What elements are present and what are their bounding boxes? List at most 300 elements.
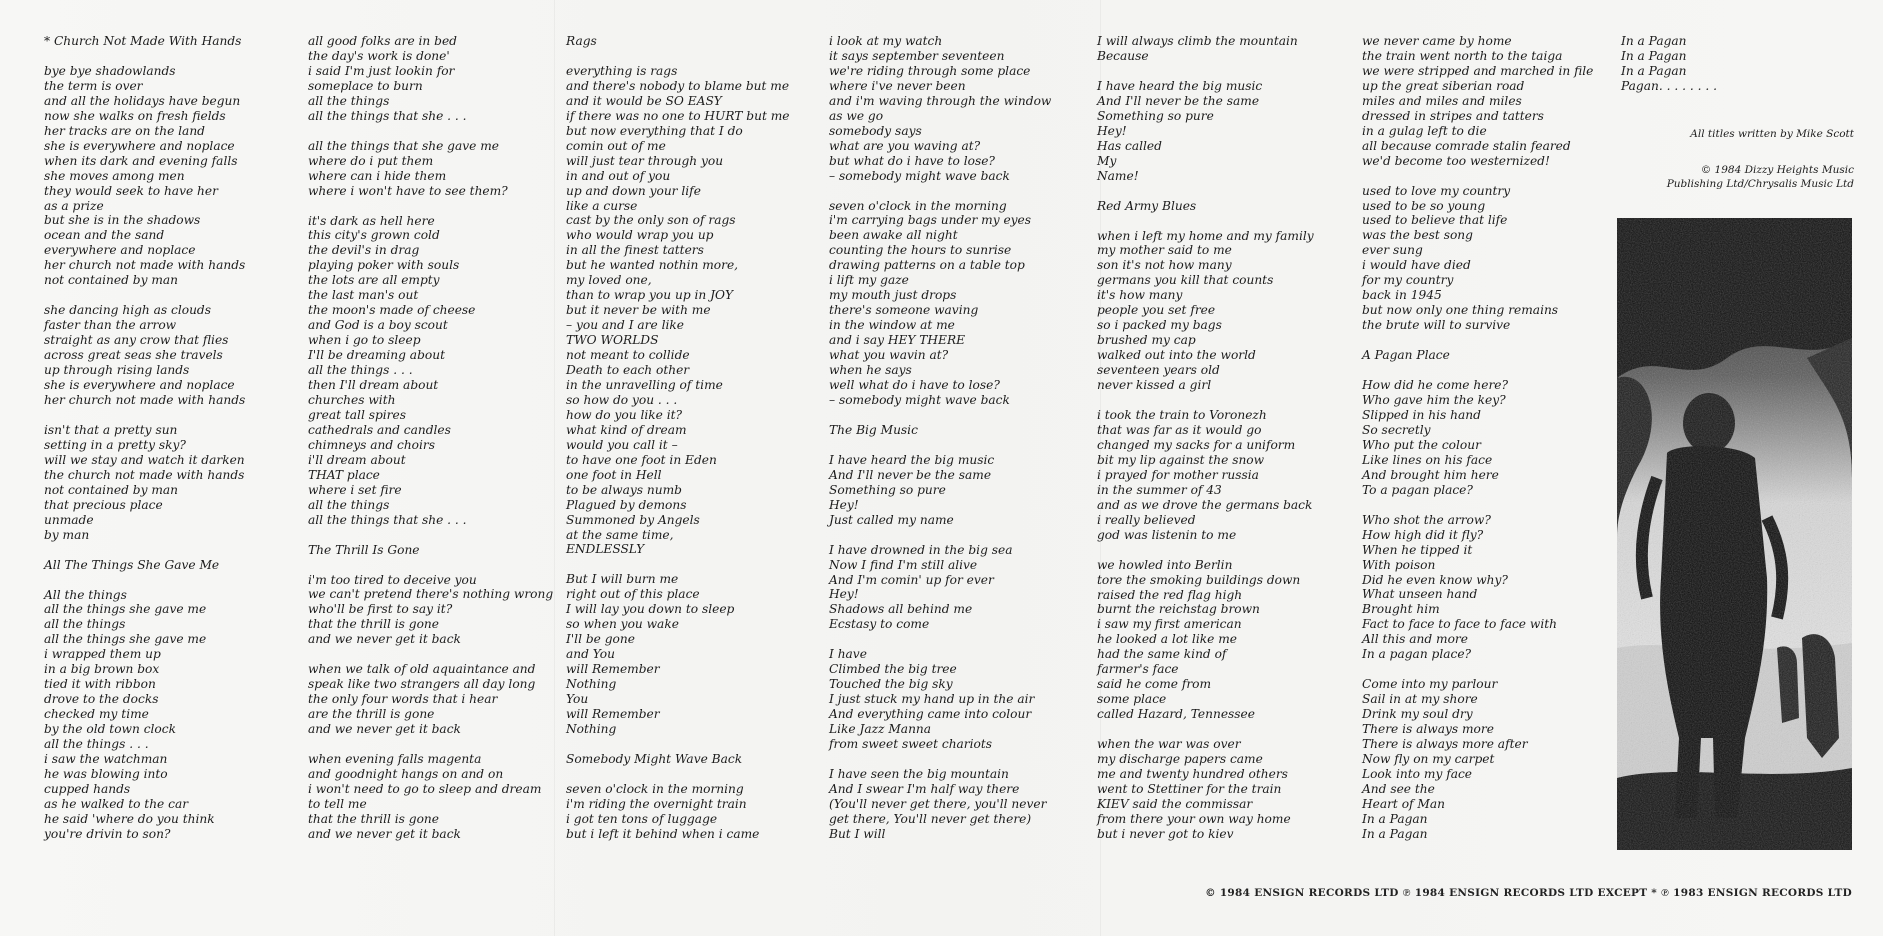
lyrics-column-2 (308, 34, 553, 857)
lyric-line: Name! (1097, 168, 1139, 183)
lyric-line: from there your own way home (1097, 811, 1291, 826)
lyric-line: What unseen hand (1362, 587, 1478, 602)
lyric-line: isn't that a pretty sun (44, 422, 178, 437)
lyric-line: i'm riding the overnight train (566, 796, 747, 811)
lyric-line: Climbed the big tree (829, 662, 957, 677)
lyric-line: germans you kill that counts (1097, 273, 1274, 288)
lyric-line: who'll be first to say it? (308, 602, 453, 617)
lyric-line: and we never get it back (308, 632, 461, 647)
lyric-line: In a Pagan (1621, 34, 1687, 48)
lyric-line: my mother said to me (1097, 243, 1232, 258)
black-and-white-figure-photo (1617, 218, 1852, 850)
song-title: Somebody Might Wave Back (566, 751, 743, 766)
lyric-stanza (1097, 34, 1314, 64)
lyric-line: Has called (1097, 138, 1162, 153)
lyric-line: And everything came into colour (829, 707, 1032, 722)
lyric-line: we can't pretend there's nothing wrong (308, 587, 554, 602)
lyrics-column-3 (566, 34, 789, 857)
song-title: * Church Not Made With Hands (44, 34, 242, 48)
lyric-line: I will always climb the mountain (1097, 34, 1298, 48)
lyric-line: the moon's made of cheese (308, 303, 476, 318)
lyric-stanza (829, 543, 1051, 633)
lyric-line: counting the hours to sunrise (829, 243, 1012, 258)
lyric-line: And I swear I'm half way there (829, 781, 1020, 796)
song-section (1362, 348, 1593, 842)
lyric-line: when evening falls magenta (308, 752, 482, 767)
lyric-line: but what do i have to lose? (829, 153, 995, 168)
lyric-line: the church not made with hands (44, 467, 245, 482)
lyric-line: seven o'clock in the morning (566, 781, 744, 796)
lyric-line: setting in a pretty sky? (44, 437, 186, 452)
lyric-line: across great seas she travels (44, 348, 223, 363)
lyric-line: Who gave him the key? (1362, 393, 1506, 408)
lyric-line: will just tear through you (566, 153, 724, 168)
lyric-stanza (308, 34, 553, 124)
lyric-line: speak like two strangers all day long (308, 677, 536, 692)
lyric-line: that the thrill is gone (308, 811, 439, 826)
lyric-line: now she walks on fresh fields (44, 108, 226, 123)
lyric-stanza (1097, 408, 1314, 543)
lyric-line: Like Jazz Manna (829, 722, 932, 737)
lyric-line: unmade (44, 512, 94, 527)
lyric-line: we howled into Berlin (1097, 557, 1233, 572)
lyric-stanza (1362, 513, 1593, 663)
lyric-stanza (44, 423, 245, 543)
lyric-line: i prayed for mother russia (1097, 467, 1259, 482)
lyric-line: all the things she gave me (44, 602, 207, 617)
lyric-line: drove to the docks (44, 692, 159, 707)
lyric-line: the last man's out (308, 288, 419, 303)
song-title: Red Army Blues (1097, 198, 1197, 213)
lyric-line: In a Pagan (1362, 811, 1428, 826)
lyric-line: I have drowned in the big sea (829, 542, 1013, 557)
lyric-line: by man (44, 527, 90, 542)
lyric-line: back in 1945 (1362, 288, 1442, 303)
lyric-stanza (308, 573, 553, 648)
song-section (308, 543, 553, 842)
lyric-line: well what do i have to lose? (829, 377, 1000, 392)
lyric-line: from sweet sweet chariots (829, 737, 993, 752)
lyric-line: in the summer of 43 (1097, 482, 1222, 497)
lyric-stanza (308, 214, 553, 528)
lyric-line: so when you wake (566, 617, 679, 632)
lyric-stanza (1362, 34, 1593, 169)
lyric-line: I have heard the big music (1097, 78, 1263, 93)
lyric-line: as we go (829, 108, 884, 123)
lyric-line: Brought him (1362, 602, 1440, 617)
song-title: Rags (566, 34, 597, 48)
lyric-line: would you call it – (566, 437, 678, 452)
lyric-line: where i set fire (308, 482, 402, 497)
lyric-line: Heart of Man (1362, 796, 1446, 811)
song-section (566, 34, 789, 737)
lyric-line: In a Pagan (1621, 63, 1687, 78)
song-section (1621, 34, 1717, 94)
lyric-line: what kind of dream (566, 422, 687, 437)
lyric-line: and we never get it back (308, 722, 461, 737)
lyric-line: i took the train to Voronezh (1097, 408, 1267, 423)
lyric-line: And I'll never be the same (1097, 93, 1260, 108)
lyric-line: in the window at me (829, 318, 955, 333)
lyric-stanza (44, 64, 245, 288)
lyric-line: in a big brown box (44, 662, 160, 677)
lyric-stanza (829, 453, 1051, 528)
lyric-line: that the thrill is gone (308, 617, 439, 632)
song-title: A Pagan Place (1362, 348, 1450, 363)
lyric-line: to have one foot in Eden (566, 452, 717, 467)
lyric-line: used to be so young (1362, 198, 1486, 213)
song-section (1097, 199, 1314, 842)
lyric-line: Something so pure (1097, 108, 1214, 123)
lyric-stanza (1362, 677, 1593, 841)
photo-illustration-icon (1617, 218, 1852, 850)
song-section (44, 558, 245, 842)
lyric-line: i look at my watch (829, 34, 943, 48)
lyric-line: all because comrade stalin feared (1362, 138, 1571, 153)
lyric-line: said he come from (1097, 677, 1212, 692)
lyric-line: Like lines on his face (1362, 452, 1493, 467)
lyric-line: get there, You'll never get there) (829, 811, 1032, 826)
lyric-stanza (308, 139, 553, 199)
lyric-line: not contained by man (44, 273, 179, 288)
lyric-line: if there was no one to HURT but me (566, 108, 790, 123)
lyric-line: In a pagan place? (1362, 647, 1472, 662)
lyric-line: Drink my soul dry (1362, 707, 1473, 722)
lyric-line: Now I find I'm still alive (829, 557, 978, 572)
lyric-line: will Remember (566, 662, 660, 677)
lyric-line: KIEV said the commissar (1097, 796, 1253, 811)
song-section (829, 423, 1051, 842)
lyric-line: it's how many (1097, 288, 1183, 303)
lyric-line: I have seen the big mountain (829, 766, 1009, 781)
lyric-line: when he says (829, 363, 912, 378)
lyric-line: what are you waving at? (829, 138, 981, 153)
lyric-line: her church not made with hands (44, 392, 246, 407)
lyric-line: seven o'clock in the morning (829, 198, 1007, 213)
lyric-stanza (308, 662, 553, 737)
lyric-line: faster than the arrow (44, 318, 177, 333)
lyric-line: all good folks are in bed (308, 34, 457, 48)
lyric-line: i really believed (1097, 512, 1196, 527)
lyric-line: at the same time, (566, 527, 674, 542)
lyric-line: then I'll dream about (308, 378, 439, 393)
lyric-line: been awake all night (829, 228, 958, 243)
lyric-stanza (1097, 737, 1314, 842)
lyric-line: In a Pagan (1621, 48, 1687, 63)
lyric-line: farmer's face (1097, 662, 1179, 677)
lyric-line: dressed in stripes and tatters (1362, 108, 1544, 123)
lyric-line: Who shot the arrow? (1362, 512, 1491, 527)
lyric-line: Nothing (566, 721, 617, 736)
lyric-line: never kissed a girl (1097, 378, 1212, 393)
lyric-line: it's dark as hell here (308, 213, 435, 228)
lyric-line: my discharge papers came (1097, 752, 1263, 767)
lyric-line: in a gulag left to die (1362, 123, 1487, 138)
lyric-line: You (566, 692, 589, 707)
lyric-line: There is always more after (1362, 737, 1528, 752)
lyric-line: the devil's in drag (308, 243, 420, 258)
lyric-line: but i left it behind when i came (566, 826, 760, 841)
lyric-line: by the old town clock (44, 722, 176, 737)
lyric-line: – somebody might wave back (829, 168, 1010, 183)
lyric-line: (You'll never get there, you'll never (829, 796, 1047, 811)
lyric-line: all the things she gave me (44, 632, 207, 647)
lyric-line: so i packed my bags (1097, 318, 1222, 333)
lyric-line: that precious place (44, 497, 163, 512)
lyric-line: when we talk of old aquaintance and (308, 662, 536, 677)
lyrics-column-1 (44, 34, 245, 857)
lyric-line: she dancing high as clouds (44, 303, 211, 318)
lyric-line: Sail in at my shore (1362, 692, 1478, 707)
lyric-line: she is everywhere and noplace (44, 138, 235, 153)
lyric-line: her church not made with hands (44, 258, 246, 273)
lyric-line: Come into my parlour (1362, 677, 1498, 692)
lyric-stanza (44, 588, 245, 842)
lyric-stanza (566, 64, 789, 557)
lyric-line: Just called my name (829, 512, 954, 527)
lyric-line: called Hazard, Tennessee (1097, 707, 1255, 722)
lyric-stanza (308, 752, 553, 842)
lyric-stanza (566, 572, 789, 736)
lyric-line: TWO WORLDS (566, 333, 659, 348)
lyric-line: used to love my country (1362, 183, 1511, 198)
lyric-line: i wrapped them up (44, 647, 161, 662)
lyric-line: miles and miles and miles (1362, 93, 1522, 108)
song-title: The Big Music (829, 422, 918, 437)
lyric-line: what you wavin at? (829, 348, 949, 363)
lyric-stanza (1362, 184, 1593, 334)
lyric-stanza (1097, 558, 1314, 722)
lyric-line: all the things (308, 93, 390, 108)
lyric-line: ENDLESSLY (566, 542, 645, 557)
lyric-line: all the things that she gave me (308, 138, 499, 153)
lyric-line: And brought him here (1362, 467, 1499, 482)
lyric-line: all the things . . . (308, 363, 413, 378)
lyric-line: he was blowing into (44, 766, 168, 781)
lyric-line: raised the red flag high (1097, 587, 1243, 602)
lyric-line: playing poker with souls (308, 258, 460, 273)
lyric-line: And see the (1362, 781, 1435, 796)
lyric-line: seventeen years old (1097, 363, 1220, 378)
lyric-line: i'll dream about (308, 452, 406, 467)
song-section (1362, 34, 1593, 333)
lyric-line: and i'm waving through the window (829, 93, 1052, 108)
lyric-line: we'd become too westernized! (1362, 153, 1550, 168)
lyric-line: chimneys and choirs (308, 437, 435, 452)
lyric-line: I'll be dreaming about (308, 348, 445, 363)
lyric-line: everything is rags (566, 63, 678, 78)
lyric-line: when i left my home and my family (1097, 228, 1314, 243)
lyric-line: somebody says (829, 123, 922, 138)
lyric-line: My (1097, 153, 1117, 168)
lyric-line: – somebody might wave back (829, 392, 1010, 407)
lyric-line: I have (829, 647, 867, 662)
lyric-line: that was far as it would go (1097, 422, 1262, 437)
lyric-line: and goodnight hangs on and on (308, 766, 504, 781)
lyric-line: tied it with ribbon (44, 677, 156, 692)
lyric-line: her tracks are on the land (44, 123, 205, 138)
lyric-line: people you set free (1097, 303, 1216, 318)
lyric-line: this city's grown cold (308, 228, 440, 243)
lyric-line: the train went north to the taiga (1362, 48, 1563, 63)
lyric-line: everywhere and noplace (44, 243, 196, 258)
lyric-line: Look into my face (1362, 766, 1473, 781)
lyric-line: With poison (1362, 557, 1436, 572)
lyric-line: changed my sacks for a uniform (1097, 437, 1296, 452)
lyric-line: How did he come here? (1362, 378, 1509, 393)
lyric-line: Plagued by demons (566, 497, 687, 512)
lyric-line: in and out of you (566, 168, 671, 183)
lyric-line: will Remember (566, 706, 660, 721)
lyric-line: but now everything that I do (566, 123, 743, 138)
lyric-line: drawing patterns on a table top (829, 258, 1025, 273)
lyrics-column-7 (1621, 34, 1717, 109)
song-section (566, 752, 789, 842)
lyric-line: Did he even know why? (1362, 572, 1508, 587)
lyric-line: than to wrap you up in JOY (566, 288, 734, 303)
lyric-line: how do you like it? (566, 407, 683, 422)
lyric-line: and God is a boy scout (308, 318, 448, 333)
lyric-line: walked out into the world (1097, 348, 1256, 363)
lyric-line: and it would be SO EASY (566, 93, 722, 108)
lyric-line: used to believe that life (1362, 213, 1508, 228)
lyric-line: i'm too tired to deceive you (308, 572, 477, 587)
lyric-line: i saw my first american (1097, 617, 1242, 632)
lyric-line: he said 'where do you think (44, 811, 215, 826)
lyric-line: Shadows all behind me (829, 602, 973, 617)
lyric-line: great tall spires (308, 407, 406, 422)
lyric-line: i would have died (1362, 258, 1471, 273)
lyric-line: cathedrals and candles (308, 422, 451, 437)
lyric-line: but it never be with me (566, 303, 711, 318)
lyric-line: will we stay and watch it darken (44, 452, 245, 467)
lyric-line: i'm carrying bags under my eyes (829, 213, 1032, 228)
lyric-line: cast by the only son of rags (566, 213, 736, 228)
lyric-line: where do i put them (308, 153, 434, 168)
written-by-credit: All titles written by Mike Scott (1690, 128, 1854, 140)
lyric-line: – you and I are like (566, 318, 684, 333)
lyric-line: bye bye shadowlands (44, 63, 176, 78)
lyric-line: where can i hide them (308, 168, 447, 183)
lyric-line: not meant to collide (566, 348, 690, 363)
lyric-line: like a curse (566, 198, 638, 213)
lyric-line: one foot in Hell (566, 467, 662, 482)
lyric-line: But I will (829, 826, 886, 841)
lyric-line: tore the smoking buildings down (1097, 572, 1301, 587)
lyric-line: in all the finest tatters (566, 243, 704, 258)
lyric-line: ever sung (1362, 243, 1423, 258)
lyric-line: to be always numb (566, 482, 682, 497)
lyric-line: All the things (44, 587, 127, 602)
lyric-line: i saw the watchman (44, 751, 168, 766)
lyric-stanza (1097, 229, 1314, 393)
lyrics-column-5 (1097, 34, 1314, 857)
lyric-line: all the things (308, 497, 390, 512)
lyric-line: all the things that she . . . (308, 108, 467, 123)
lyric-line: my mouth just drops (829, 288, 957, 303)
lyric-line: all the things that she . . . (308, 512, 467, 527)
song-section (1097, 34, 1314, 184)
lyric-line: to tell me (308, 796, 367, 811)
lyric-line: i got ten tons of luggage (566, 811, 718, 826)
lyric-line: Death to each other (566, 363, 690, 378)
lyric-line: we never came by home (1362, 34, 1512, 48)
lyric-line: he looked a lot like me (1097, 632, 1237, 647)
song-section (829, 34, 1051, 408)
copyright-footer: © 1984 ENSIGN RECORDS LTD ℗ 1984 ENSIGN RECORDS LTD EXCEPT * ℗ 1983 ENSIGN RECORDS LTD (1205, 887, 1852, 899)
lyric-line: brushed my cap (1097, 333, 1196, 348)
lyric-line: bit my lip against the snow (1097, 452, 1265, 467)
lyric-line: went to Stettiner for the train (1097, 781, 1282, 796)
lyric-line: Now fly on my carpet (1362, 751, 1495, 766)
lyric-line: are the thrill is gone (308, 707, 435, 722)
lyric-line: How high did it fly? (1362, 527, 1484, 542)
lyric-line: and we never get it back (308, 826, 461, 841)
lyric-line: as a prize (44, 198, 104, 213)
song-section (44, 34, 245, 543)
lyric-line: in the unravelling of time (566, 377, 723, 392)
lyric-line: the brute will to survive (1362, 318, 1511, 333)
lyric-stanza (44, 303, 245, 408)
lyric-line: Because (1097, 48, 1149, 63)
lyric-line: checked my time (44, 707, 149, 722)
lyric-line: Who put the colour (1362, 437, 1481, 452)
publishing-credit-line-1: © 1984 Dizzy Heights Music (1700, 164, 1854, 176)
lyric-line: Hey! (829, 497, 859, 512)
lyric-line: the day's work is done' (308, 48, 450, 63)
lyric-line: was the best song (1362, 228, 1473, 243)
lyric-line: i said I'm just lookin for (308, 63, 455, 78)
lyric-line: up through rising lands (44, 363, 190, 378)
lyric-line: had the same kind of (1097, 647, 1227, 662)
lyrics-column-6 (1362, 34, 1593, 857)
lyric-line: right out of this place (566, 587, 700, 602)
lyric-line: when its dark and evening falls (44, 153, 238, 168)
lyric-line: but he wanted nothin more, (566, 258, 739, 273)
lyric-line: and as we drove the germans back (1097, 497, 1313, 512)
lyric-line: I'll be gone (566, 632, 635, 647)
lyric-line: but i never got to kiev (1097, 826, 1234, 841)
lyric-line: when i go to sleep (308, 333, 421, 348)
song-title: All The Things She Gave Me (44, 557, 220, 572)
lyric-line: all the things . . . (44, 737, 149, 752)
lyric-line: the lots are all empty (308, 273, 440, 288)
lyric-line: but now only one thing remains (1362, 303, 1559, 318)
song-section (308, 34, 553, 528)
lyric-line: up and down your life (566, 183, 701, 198)
lyric-line: and all the holidays have begun (44, 93, 241, 108)
lyric-line: for my country (1362, 273, 1454, 288)
song-title: The Thrill Is Gone (308, 542, 420, 557)
lyric-line: Hey! (829, 587, 859, 602)
lyric-line: So secretly (1362, 422, 1431, 437)
lyric-line: Pagan. . . . . . . . (1621, 78, 1717, 93)
lyric-line: who would wrap you up (566, 228, 714, 243)
lyric-line: son it's not how many (1097, 258, 1232, 273)
lyric-line: the term is over (44, 78, 143, 93)
lyric-line: I will lay you down to sleep (566, 602, 735, 617)
lyric-line: some place (1097, 692, 1167, 707)
lyric-line: I just stuck my hand up in the air (829, 692, 1035, 707)
lyric-line: i lift my gaze (829, 273, 909, 288)
lyric-line: Nothing (566, 677, 617, 692)
lyric-line: In a Pagan (1362, 826, 1428, 841)
lyric-line: And I'll never be the same (829, 467, 992, 482)
lyric-stanza (829, 199, 1051, 408)
lyric-line: and there's nobody to blame but me (566, 78, 790, 93)
lyric-line: the only four words that i hear (308, 692, 498, 707)
lyric-line: you're drivin to son? (44, 826, 171, 841)
